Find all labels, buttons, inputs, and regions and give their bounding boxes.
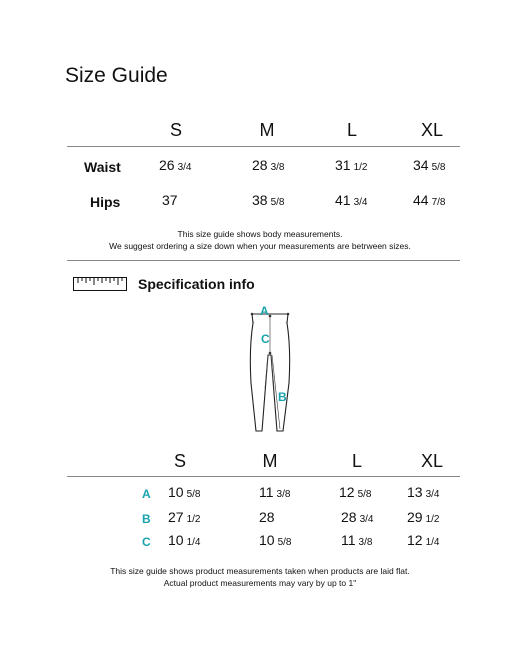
product-measurements-note: This size guide shows product measurements taken when products are laid flat. Actual product measurements may vary by up to 1" — [110, 566, 410, 588]
size-header-s: S — [173, 451, 187, 471]
table-cell: 34 5/8 — [413, 157, 446, 173]
table-cell: 29 1/2 — [407, 509, 440, 525]
size-header-m: M — [259, 120, 275, 140]
table-cell: 37 — [162, 192, 178, 208]
size-header-s: S — [169, 120, 183, 140]
table-cell: 11 3/8 — [341, 532, 373, 548]
page-title: Size Guide — [65, 64, 168, 87]
row-label-waist: Waist — [84, 159, 121, 175]
row-label-a: A — [142, 487, 151, 501]
spec-info-title: Specification info — [138, 276, 255, 292]
table-divider — [67, 476, 460, 477]
table-cell: 28 3/4 — [341, 509, 374, 525]
ruler-icon — [73, 277, 127, 291]
table-cell: 12 1/4 — [407, 532, 440, 548]
size-header-xl: XL — [420, 451, 444, 471]
diagram-label-c: C — [261, 332, 270, 346]
table-cell: 27 1/2 — [168, 509, 201, 525]
table-cell: 13 3/4 — [407, 484, 440, 500]
table-cell: 10 5/8 — [259, 532, 292, 548]
row-label-c: C — [142, 535, 151, 549]
table-cell: 26 3/4 — [159, 157, 192, 173]
size-header-xl: XL — [420, 120, 444, 140]
section-divider — [67, 260, 460, 261]
row-label-b: B — [142, 512, 151, 526]
size-header-l: L — [346, 120, 358, 140]
table-cell: 11 3/8 — [259, 484, 291, 500]
diagram-label-b: B — [278, 390, 287, 404]
table-cell: 31 1/2 — [335, 157, 368, 173]
table-divider — [67, 146, 460, 147]
table-cell: 41 3/4 — [335, 192, 368, 208]
row-label-hips: Hips — [90, 194, 121, 210]
table-cell: 38 5/8 — [252, 192, 285, 208]
leggings-diagram-icon — [240, 303, 300, 438]
body-measurements-note: This size guide shows body measurements. We suggest ordering a size down when your measurements are betrween sizes. — [109, 229, 411, 251]
table-cell: 10 1/4 — [168, 532, 201, 548]
table-cell: 28 3/8 — [252, 157, 285, 173]
table-cell: 12 5/8 — [339, 484, 372, 500]
size-header-l: L — [351, 451, 363, 471]
table-cell: 44 7/8 — [413, 192, 446, 208]
table-cell: 28 — [259, 509, 275, 525]
size-header-m: M — [262, 451, 278, 471]
table-cell: 10 5/8 — [168, 484, 201, 500]
diagram-label-a: A — [260, 304, 269, 318]
